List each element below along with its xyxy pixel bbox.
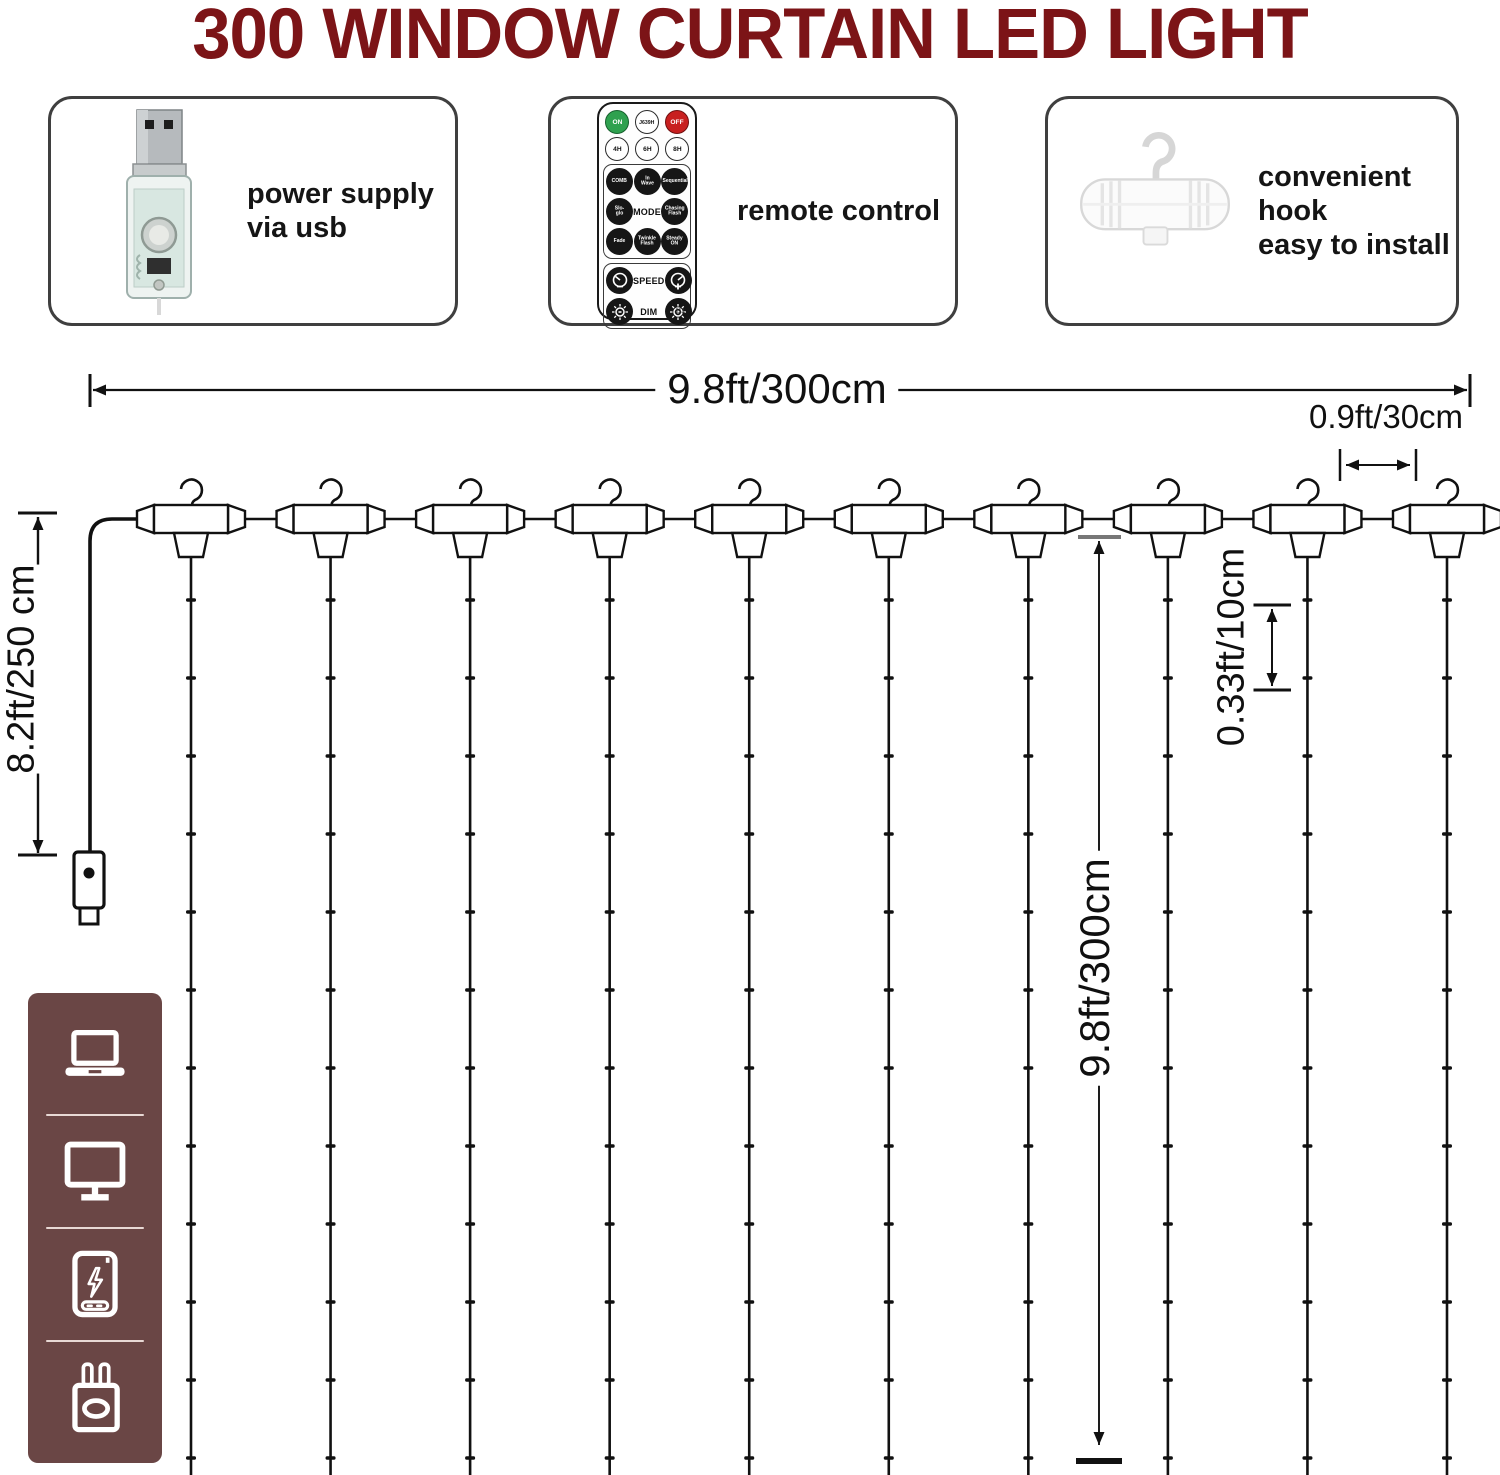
led-mark [465, 754, 475, 757]
remote-mode-sequential-button: Sequential [661, 168, 688, 195]
led-mark [744, 1066, 754, 1069]
led-mark [744, 1222, 754, 1225]
hook-wing-left [974, 505, 991, 533]
led-mark [1442, 1456, 1452, 1459]
dimension-power-cord-length: 8.2ft/250 cm [0, 564, 43, 774]
led-mark [186, 910, 196, 913]
led-mark [326, 910, 336, 913]
led-mark [1302, 1066, 1312, 1069]
remote-mode-twinkle-button: Twinkle Flash [634, 228, 661, 255]
hook-curl [879, 480, 900, 505]
laptop-icon [28, 1003, 162, 1114]
arrowhead-up [33, 517, 44, 530]
led-mark [744, 676, 754, 679]
arrowhead-left [93, 385, 106, 396]
led-mark [1302, 988, 1312, 991]
hanging-hook-icon [1064, 118, 1246, 304]
led-mark [605, 1456, 615, 1459]
hook-wing-right [1344, 505, 1361, 533]
led-mark [1023, 1222, 1033, 1225]
arrowhead-right [1454, 385, 1467, 396]
hook-clip [872, 533, 906, 557]
remote-speed-up-button [665, 267, 692, 294]
dimension-drop-height: 9.8ft/300cm [1071, 850, 1119, 1085]
led-mark [1163, 1300, 1173, 1303]
hook-wing-right [647, 505, 664, 533]
hook-body [852, 505, 926, 533]
led-mark [744, 910, 754, 913]
hook-wing-right [1065, 505, 1082, 533]
remote-footnote: 111 [675, 306, 685, 315]
arrowhead-down [1094, 1432, 1105, 1445]
remote-dim-label: DIM [640, 306, 658, 317]
led-mark [186, 1456, 196, 1459]
led-mark [465, 832, 475, 835]
hook-body [294, 505, 368, 533]
hook-body [712, 505, 786, 533]
led-mark [884, 754, 894, 757]
led-mark [1302, 754, 1312, 757]
led-mark [186, 598, 196, 601]
led-mark [1023, 1378, 1033, 1381]
led-mark [884, 676, 894, 679]
led-mark [465, 1300, 475, 1303]
hook-wing-left [277, 505, 294, 533]
led-mark [326, 1144, 336, 1147]
led-mark [465, 1222, 475, 1225]
panel-divider [46, 1227, 144, 1229]
feature-label-remote: remote control [737, 194, 941, 227]
led-mark [1442, 1066, 1452, 1069]
led-mark [884, 1066, 894, 1069]
usb-plug-body [74, 852, 104, 908]
usb-compatibility-panel [28, 993, 162, 1463]
remote-mode-label: MODE [633, 206, 661, 217]
led-mark [1442, 676, 1452, 679]
led-mark [1442, 1378, 1452, 1381]
led-mark [1023, 1144, 1033, 1147]
usb-connector-icon [93, 105, 225, 317]
hook-curl [1297, 480, 1318, 505]
arrowhead-up [1267, 609, 1278, 622]
led-mark [884, 910, 894, 913]
led-mark [1023, 832, 1033, 835]
led-mark [884, 598, 894, 601]
led-mark [465, 1378, 475, 1381]
hook-wing-left [556, 505, 573, 533]
remote-mode-sloglo-button: Slo-glo [606, 198, 633, 225]
led-mark [1163, 1144, 1173, 1147]
led-mark [744, 988, 754, 991]
dimension-total-width: 9.8ft/300cm [655, 365, 898, 413]
led-mark [1302, 598, 1312, 601]
hook-clip [732, 533, 766, 557]
led-mark [1302, 910, 1312, 913]
hook-wing-left [1393, 505, 1410, 533]
remote-mode-comb-button: COMB [606, 168, 633, 195]
hook-curl [1158, 480, 1179, 505]
remote-model-button: J639H [635, 110, 659, 134]
led-mark [1302, 1456, 1312, 1459]
led-mark [326, 1456, 336, 1459]
led-mark [326, 676, 336, 679]
feature-box-remote [548, 96, 958, 326]
remote-timer-4h-button: 4H [605, 137, 629, 161]
hook-curl [181, 480, 202, 505]
remote-speed-down-button [606, 267, 633, 294]
hook-wing-left [416, 505, 433, 533]
led-mark [465, 1066, 475, 1069]
led-mark [326, 1378, 336, 1381]
led-mark [744, 832, 754, 835]
led-mark [465, 598, 475, 601]
led-mark [605, 1066, 615, 1069]
led-mark [884, 832, 894, 835]
hook-wing-left [1253, 505, 1270, 533]
hook-clip [1011, 533, 1045, 557]
hook-clip [314, 533, 348, 557]
led-mark [1442, 754, 1452, 757]
led-mark [326, 1222, 336, 1225]
monitor-icon [28, 1116, 162, 1227]
arrowhead-down [33, 840, 44, 853]
feature-box-usb-power [48, 96, 458, 326]
led-mark [744, 1300, 754, 1303]
remote-mode-fade-button: Fade [606, 228, 633, 255]
feature-label-hook-line2: easy to install [1258, 229, 1450, 262]
led-mark [1023, 1300, 1033, 1303]
led-mark [605, 1378, 615, 1381]
hook-body [1410, 505, 1484, 533]
led-mark [186, 1222, 196, 1225]
led-mark [605, 754, 615, 757]
led-mark [465, 1144, 475, 1147]
led-mark [744, 754, 754, 757]
usb-plug-dot [84, 868, 95, 879]
led-mark [1442, 598, 1452, 601]
led-mark [326, 598, 336, 601]
hook-wing-left [695, 505, 712, 533]
remote-timer-6h-button: 6H [635, 137, 659, 161]
led-mark [744, 598, 754, 601]
hook-body [1270, 505, 1344, 533]
led-mark [326, 832, 336, 835]
led-mark [1163, 988, 1173, 991]
led-mark [605, 1222, 615, 1225]
led-mark [1023, 598, 1033, 601]
remote-mode-steady-button: Steady ON [661, 228, 688, 255]
led-mark [1163, 1378, 1173, 1381]
led-mark [605, 1144, 615, 1147]
dimension-hook-spacing: 0.9ft/30cm [1308, 398, 1464, 435]
hook-wing-left [137, 505, 154, 533]
hook-curl [1018, 480, 1039, 505]
panel-divider [46, 1114, 144, 1116]
led-mark [186, 676, 196, 679]
remote-timer-8h-button: 8H [665, 137, 689, 161]
remote-mode-chasing-button: Chasing Flash [661, 198, 688, 225]
led-mark [1023, 754, 1033, 757]
led-mark [1302, 1300, 1312, 1303]
usb-lead-cable [90, 519, 137, 852]
led-mark [1302, 832, 1312, 835]
hook-wing-right [1484, 505, 1500, 533]
hook-clip [1290, 533, 1324, 557]
led-mark [1023, 910, 1033, 913]
hook-wing-left [835, 505, 852, 533]
hook-curl [739, 480, 760, 505]
remote-off-button: OFF [665, 110, 689, 134]
led-mark [1302, 1222, 1312, 1225]
led-mark [884, 1456, 894, 1459]
led-mark [1023, 988, 1033, 991]
led-mark [186, 1144, 196, 1147]
led-mark [326, 1066, 336, 1069]
remote-mode-inwave-button: In Wave [634, 168, 661, 195]
led-mark [1163, 598, 1173, 601]
usb-wall-plug-icon [28, 1342, 162, 1453]
hook-wing-right [228, 505, 245, 533]
hook-clip [174, 533, 208, 557]
led-mark [884, 988, 894, 991]
feature-box-hook [1045, 96, 1459, 326]
hook-wing-right [926, 505, 943, 533]
led-mark [1163, 910, 1173, 913]
led-mark [1163, 754, 1173, 757]
led-mark [605, 988, 615, 991]
led-mark [186, 1300, 196, 1303]
usb-plug-tip [80, 908, 98, 924]
led-mark [186, 832, 196, 835]
panel-divider [46, 1340, 144, 1342]
led-mark [1442, 1222, 1452, 1225]
hook-body [573, 505, 647, 533]
led-mark [605, 676, 615, 679]
hook-clip [1151, 533, 1185, 557]
led-mark [186, 1066, 196, 1069]
hook-body [1131, 505, 1205, 533]
hook-clip [453, 533, 487, 557]
led-mark [326, 988, 336, 991]
feature-label-hook-line1: convenient hook [1258, 160, 1412, 227]
remote-control-graphic [597, 102, 697, 320]
led-mark [1302, 1144, 1312, 1147]
hook-wing-right [1205, 505, 1222, 533]
dim-minus-sun-icon [610, 302, 630, 322]
hook-curl [1437, 480, 1458, 505]
arrowhead-left [1346, 460, 1359, 471]
led-mark [1163, 1222, 1173, 1225]
led-mark [465, 910, 475, 913]
led-mark [884, 1300, 894, 1303]
hook-body [154, 505, 228, 533]
led-mark [1163, 1456, 1173, 1459]
led-mark [1163, 676, 1173, 679]
hook-wing-left [1114, 505, 1131, 533]
led-mark [1023, 1456, 1033, 1459]
led-mark [884, 1144, 894, 1147]
led-mark [884, 1222, 894, 1225]
led-mark [465, 1456, 475, 1459]
led-mark [605, 910, 615, 913]
dimension-led-spacing: 0.33ft/10cm [1210, 547, 1253, 747]
remote-dim-down-button [606, 298, 633, 325]
hook-curl [460, 480, 481, 505]
hook-wing-right [507, 505, 524, 533]
arrowhead-up [1094, 541, 1105, 554]
led-mark [186, 1378, 196, 1381]
remote-speed-label: SPEED [633, 275, 665, 286]
arrowhead-down [1267, 673, 1278, 686]
led-mark [1442, 910, 1452, 913]
hook-wing-right [368, 505, 385, 533]
led-mark [1442, 832, 1452, 835]
led-mark [1442, 988, 1452, 991]
hook-curl [600, 480, 621, 505]
led-mark [744, 1378, 754, 1381]
led-mark [1023, 1066, 1033, 1069]
led-mark [1442, 1144, 1452, 1147]
hook-body [433, 505, 507, 533]
feature-label-hook [1258, 160, 1456, 263]
speed-plus-dial-icon [668, 271, 688, 291]
led-mark [465, 988, 475, 991]
hook-clip [1430, 533, 1464, 557]
led-mark [465, 676, 475, 679]
led-mark [884, 1378, 894, 1381]
led-mark [1163, 832, 1173, 835]
led-mark [1023, 676, 1033, 679]
remote-on-button: ON [605, 110, 629, 134]
led-mark [605, 1300, 615, 1303]
led-mark [605, 598, 615, 601]
led-mark [186, 754, 196, 757]
led-mark [1442, 1300, 1452, 1303]
page-title: 300 WINDOW CURTAIN LED LIGHT [192, 0, 1308, 74]
led-mark [1302, 676, 1312, 679]
led-mark [744, 1144, 754, 1147]
feature-label-usb: power supply via usb [247, 177, 434, 244]
led-mark [1302, 1378, 1312, 1381]
hook-curl [321, 480, 342, 505]
led-mark [1163, 1066, 1173, 1069]
power-bank-icon [28, 1229, 162, 1340]
hook-clip [593, 533, 627, 557]
arrowhead-right [1397, 460, 1410, 471]
led-mark [326, 754, 336, 757]
led-mark [186, 988, 196, 991]
led-mark [326, 1300, 336, 1303]
speed-minus-dial-icon [610, 271, 630, 291]
led-mark [605, 832, 615, 835]
hook-wing-right [786, 505, 803, 533]
led-mark [744, 1456, 754, 1459]
hook-body [991, 505, 1065, 533]
